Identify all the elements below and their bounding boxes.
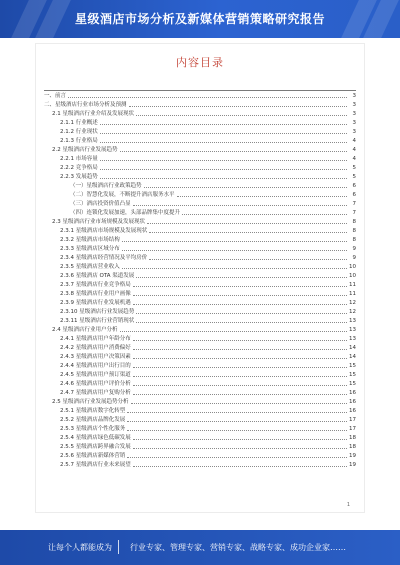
toc-leader-dots	[129, 106, 347, 107]
toc-entry-text: 2.4.3 星级酒店用户决策因素	[60, 354, 131, 360]
toc-entry[interactable]	[44, 198, 356, 207]
toc-entry-page: 17	[349, 426, 356, 432]
toc-entry[interactable]	[44, 99, 356, 108]
toc-entry-page: 3	[352, 129, 356, 135]
toc-entry[interactable]	[44, 225, 356, 234]
toc-entry-text: 2.3.4 星级酒店经营情况及平均房价	[60, 255, 148, 261]
toc-leader-dots	[68, 97, 347, 98]
toc-entry-page: 17	[349, 417, 356, 423]
table-of-contents	[44, 90, 356, 468]
toc-leader-dots	[122, 241, 347, 242]
toc-entry-text: 2.5.7 星级酒店行业未来展望	[60, 462, 131, 468]
toc-entry[interactable]	[44, 234, 356, 243]
toc-entry-text: 2.3.8 星级酒店行业用户画像	[60, 291, 131, 297]
toc-entry[interactable]	[44, 360, 356, 369]
toc-entry-text: 二、星级酒店行业市场分析及预测	[44, 102, 127, 108]
toc-entry-page: 3	[352, 111, 356, 117]
footer-divider	[118, 540, 119, 554]
toc-entry-text: 2.5 星级酒店行业发展趋势分析	[52, 399, 129, 405]
toc-entry-page: 12	[349, 300, 356, 306]
toc-entry-page: 14	[349, 354, 356, 360]
toc-entry[interactable]	[44, 126, 356, 135]
toc-entry-page: 5	[352, 165, 356, 171]
toc-entry[interactable]	[44, 423, 356, 432]
toc-entry-text: 2.4.2 星级酒店用户消费偏好	[60, 345, 131, 351]
toc-entry-text: 2.5.2 星级酒店品牌化发展	[60, 417, 126, 423]
toc-entry-page: 16	[349, 399, 356, 405]
toc-entry[interactable]	[44, 396, 356, 405]
toc-leader-dots	[100, 178, 347, 179]
toc-entry-text: 2.2 星级酒店行业发展趋势	[52, 147, 118, 153]
toc-leader-dots	[133, 286, 347, 287]
toc-entry[interactable]	[44, 135, 356, 144]
toc-leader-dots	[136, 313, 347, 314]
toc-entry[interactable]	[44, 270, 356, 279]
toc-entry-text: 2.4.1 星级酒店用户年龄分布	[60, 336, 131, 342]
report-title: 星级酒店市场分析及新媒体营销策略研究报告	[74, 12, 325, 26]
toc-entry-text: 2.1.2 行业现状	[60, 129, 98, 135]
toc-leader-dots	[133, 376, 347, 377]
toc-leader-dots	[133, 304, 347, 305]
toc-entry-text: 2.5.1 星级酒店数字化转型	[60, 408, 126, 414]
toc-entry-text: 2.3.10 星级酒店行业发展趋势	[60, 309, 135, 315]
toc-leader-dots	[100, 142, 347, 143]
toc-leader-dots	[149, 259, 347, 260]
toc-entry-page: 12	[349, 309, 356, 315]
toc-entry[interactable]	[44, 153, 356, 162]
toc-entry-page: 11	[349, 291, 356, 297]
toc-entry[interactable]	[44, 315, 356, 324]
toc-title: 内容目录	[176, 56, 224, 69]
toc-entry-page: 10	[349, 264, 356, 270]
toc-leader-dots	[127, 457, 347, 458]
toc-leader-dots	[133, 295, 347, 296]
toc-leader-dots	[122, 268, 347, 269]
toc-leader-dots	[127, 412, 347, 413]
toc-entry-text: 2.3.5 星级酒店营业收入	[60, 264, 120, 270]
toc-entry[interactable]	[44, 252, 356, 261]
toc-entry[interactable]	[44, 450, 356, 459]
toc-entry-page: 5	[352, 174, 356, 180]
toc-entry-page: 15	[349, 372, 356, 378]
toc-leader-dots	[133, 439, 347, 440]
toc-entry-page: 18	[349, 444, 356, 450]
toc-entry[interactable]	[44, 333, 356, 342]
toc-entry[interactable]	[44, 324, 356, 333]
toc-leader-dots	[131, 403, 348, 404]
toc-leader-dots	[133, 340, 347, 341]
document-page	[36, 44, 364, 512]
toc-entry-text: （二）智慧化发展，不断提升酒店服务水平	[70, 192, 175, 198]
toc-leader-dots	[136, 115, 347, 116]
toc-entry[interactable]	[44, 117, 356, 126]
toc-leader-dots	[147, 223, 347, 224]
toc-leader-dots	[182, 214, 347, 215]
toc-entry-page: 13	[349, 327, 356, 333]
footer-slogan: 让每个人都能成为	[48, 543, 112, 552]
toc-entry-text: （三）酒店投资价值凸显	[70, 201, 131, 207]
toc-entry-text: 2.3.2 星级酒店市场结构	[60, 237, 120, 243]
toc-entry-text: 2.3.9 星级酒店行业发展机遇	[60, 300, 131, 306]
toc-entry-text: 2.3.3 星级酒店区域分布	[60, 246, 120, 252]
toc-entry-text: 2.4.6 星级酒店用户评价分析	[60, 381, 131, 387]
toc-leader-dots	[133, 358, 347, 359]
toc-leader-dots	[133, 448, 347, 449]
toc-entry-page: 8	[352, 228, 356, 234]
toc-leader-dots	[133, 349, 347, 350]
toc-entry-page: 11	[349, 282, 356, 288]
toc-entry[interactable]	[44, 342, 356, 351]
toc-leader-dots	[133, 205, 347, 206]
toc-entry-page: 14	[349, 345, 356, 351]
toc-entry-page: 10	[349, 273, 356, 279]
toc-entry[interactable]	[44, 243, 356, 252]
toc-entry-page: 16	[349, 408, 356, 414]
toc-entry-page: 19	[349, 462, 356, 468]
toc-entry-page: 4	[352, 147, 356, 153]
toc-entry[interactable]	[44, 459, 356, 468]
toc-entry-page: 7	[352, 210, 356, 216]
toc-entry[interactable]	[44, 288, 356, 297]
toc-entry[interactable]	[44, 414, 356, 423]
toc-entry[interactable]	[44, 387, 356, 396]
toc-entry-page: 3	[352, 120, 356, 126]
toc-entry-text: 2.2.2 竞争格局	[60, 165, 98, 171]
toc-entry-page: 8	[352, 237, 356, 243]
toc-entry-text: （一）星级酒店行业政策趋势	[70, 183, 142, 189]
toc-entry-text: 一、前言	[44, 93, 67, 99]
toc-entry-page: 15	[349, 381, 356, 387]
toc-leader-dots	[100, 169, 347, 170]
toc-entry-text: 2.2.3 发展趋势	[60, 174, 98, 180]
toc-entry-text: 2.1.1 行业概述	[60, 120, 98, 126]
toc-entry-text: 2.5.5 星级酒店跨界融合发展	[60, 444, 131, 450]
report-header	[0, 0, 400, 38]
toc-entry-page: 7	[352, 201, 356, 207]
toc-entry-text: 2.3.1 星级酒店市场规模及发展现状	[60, 228, 148, 234]
toc-entry-text: 2.4.5 星级酒店用户预订渠道	[60, 372, 131, 378]
toc-leader-dots	[127, 430, 347, 431]
toc-entry[interactable]	[44, 171, 356, 180]
toc-entry[interactable]	[44, 180, 356, 189]
toc-entry[interactable]	[44, 432, 356, 441]
toc-entry[interactable]	[44, 189, 356, 198]
toc-entry-text: 2.3 星级酒店行业市场规模及发展现状	[52, 219, 145, 225]
toc-entry-page: 6	[352, 183, 356, 189]
toc-leader-dots	[144, 187, 347, 188]
toc-entry-page: 13	[349, 318, 356, 324]
toc-leader-dots	[133, 394, 347, 395]
toc-entry-page: 4	[352, 156, 356, 162]
toc-leader-dots	[100, 124, 347, 125]
toc-leader-dots	[136, 277, 347, 278]
toc-entry[interactable]	[44, 351, 356, 360]
toc-entry[interactable]	[44, 162, 356, 171]
toc-entry-text: 2.4 星级酒店行业用户分析	[52, 327, 118, 333]
toc-entry-page: 19	[349, 453, 356, 459]
toc-entry[interactable]	[44, 279, 356, 288]
toc-entry-text: 2.3.6 星级酒店 OTA 渠道发展	[60, 273, 135, 279]
toc-entry[interactable]	[44, 441, 356, 450]
toc-entry[interactable]	[44, 90, 356, 99]
toc-leader-dots	[133, 367, 347, 368]
toc-entry[interactable]	[44, 261, 356, 270]
toc-entry-text: 2.3.11 星级酒店行业营销现状	[60, 318, 135, 324]
toc-entry-text: 2.4.4 星级酒店用户出行目的	[60, 363, 131, 369]
toc-entry-page: 13	[349, 336, 356, 342]
toc-entry[interactable]	[44, 216, 356, 225]
toc-entry-text: 2.4.7 星级酒店用户复购分析	[60, 390, 131, 396]
toc-leader-dots	[149, 232, 347, 233]
toc-leader-dots	[136, 322, 347, 323]
toc-leader-dots	[127, 421, 347, 422]
toc-leader-dots	[120, 331, 348, 332]
toc-entry-text: 2.5.6 星级酒店新媒体营销	[60, 453, 126, 459]
toc-leader-dots	[120, 151, 348, 152]
toc-entry-text: 2.1 星级酒店行业介绍及发展现状	[52, 111, 134, 117]
footer-tagline: 行业专家、管理专家、营销专家、战略专家、成功企业家……	[130, 543, 346, 552]
toc-leader-dots	[122, 250, 347, 251]
toc-entry-page: 3	[352, 93, 356, 99]
toc-entry[interactable]	[44, 297, 356, 306]
toc-entry-page: 16	[349, 390, 356, 396]
toc-entry[interactable]	[44, 369, 356, 378]
toc-entry[interactable]	[44, 108, 356, 117]
toc-entry-text: 2.5.4 星级酒店绿色低碳发展	[60, 435, 131, 441]
toc-entry-text: 2.5.3 星级酒店个性化服务	[60, 426, 126, 432]
report-footer	[0, 530, 400, 565]
toc-entry-page: 9	[352, 246, 356, 252]
toc-entry[interactable]	[44, 144, 356, 153]
toc-entry[interactable]	[44, 306, 356, 315]
toc-leader-dots	[100, 160, 347, 161]
toc-entry-page: 9	[352, 255, 356, 261]
toc-entry-page: 8	[352, 219, 356, 225]
toc-entry-text: 2.3.7 星级酒店行业竞争格局	[60, 282, 131, 288]
toc-entry[interactable]	[44, 405, 356, 414]
toc-leader-dots	[133, 466, 347, 467]
page-number: 1	[346, 502, 350, 508]
toc-entry-page: 15	[349, 363, 356, 369]
toc-entry-page: 4	[352, 138, 356, 144]
toc-entry[interactable]	[44, 207, 356, 216]
toc-leader-dots	[177, 196, 347, 197]
toc-leader-dots	[133, 385, 347, 386]
toc-entry-page: 18	[349, 435, 356, 441]
toc-entry[interactable]	[44, 378, 356, 387]
toc-entry-text: 2.1.3 行业格局	[60, 138, 98, 144]
toc-leader-dots	[100, 133, 347, 134]
toc-entry-page: 3	[352, 102, 356, 108]
toc-entry-page: 6	[352, 192, 356, 198]
toc-entry-text: 2.2.1 市场容量	[60, 156, 98, 162]
toc-entry-text: （四）连锁化发展加速，头部品牌集中度提升	[70, 210, 181, 216]
